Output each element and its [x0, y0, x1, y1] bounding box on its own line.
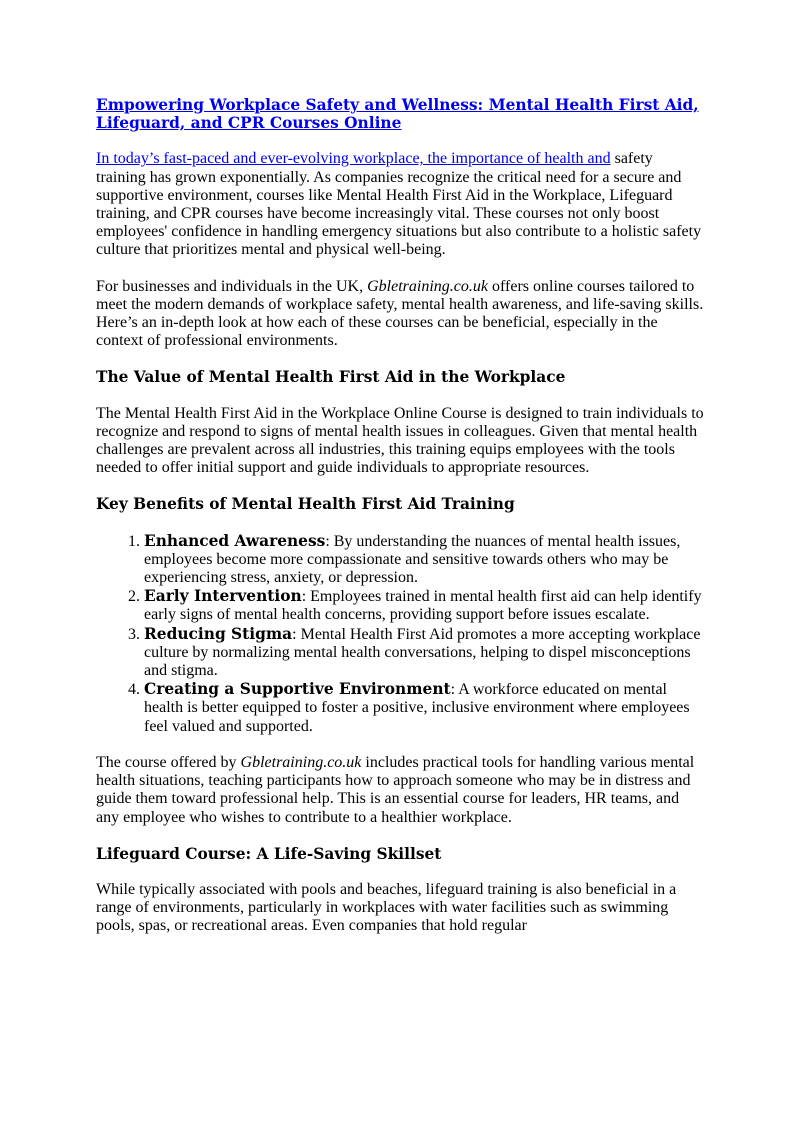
intro-link[interactable]: In today’s fast-paced and ever-evolving workplace, the importance of health and — [96, 150, 611, 168]
heading-lifeguard: Lifeguard Course: A Life-Saving Skillset — [96, 844, 442, 863]
lifeguard-paragraph: While typically associated with pools and beaches, lifeguard training is also beneficial in a range of environments, particularly in workplaces with water facilities such as swimming pools, spas, or recreational areas. Even companies that hold regular — [96, 880, 677, 935]
heading-key-benefits: Key Benefits of Mental Health First Aid Training — [96, 495, 515, 514]
benefits-list — [96, 532, 704, 736]
benefit-text: : By understanding the nuances of mental health issues, employees become more compassionate and sensitive towards others who may be experiencing stress, anxiety, or depression. — [144, 532, 681, 587]
list-item — [144, 532, 704, 588]
benefit-text: : Employees trained in mental health first aid can help identify early signs of mental health concerns, providing support before issues escalate. — [144, 588, 702, 624]
article-title-link[interactable] — [96, 96, 699, 132]
benefit-term: Creating a Supportive Environment — [144, 680, 451, 699]
document-page — [96, 96, 704, 936]
intro-paragraph — [96, 150, 704, 259]
benefit-term: Early Intervention — [144, 587, 302, 606]
article-title — [96, 96, 704, 132]
para2-before: For businesses and individuals in the UK, — [96, 277, 368, 295]
mhfa-paragraph: The Mental Health First Aid in the Workplace Online Course is designed to train individuals to recognize and respond to signs of mental health issues in colleagues. Given that mental health challenges are prevalent across all industries, this training equips employees with the tools needed to offer initial support and guide individuals to appropriate resources. — [96, 404, 704, 477]
course-before: The course offered by — [96, 753, 241, 771]
list-item — [144, 680, 704, 736]
benefit-term: Reducing Stigma — [144, 624, 293, 643]
title-line-2: Lifeguard, and CPR Courses Online — [96, 114, 402, 133]
benefit-text: : Mental Health First Aid promotes a more accepting workplace culture by normalizing mental health conversations, helping to dispel misconceptions and stigma. — [144, 625, 701, 680]
gbletraining-paragraph — [96, 278, 704, 351]
heading-mhfa-value: The Value of Mental Health First Aid in the Workplace — [96, 368, 566, 387]
title-line-1: Empowering Workplace Safety and Wellness: Mental Health First Aid, — [96, 96, 699, 114]
benefit-term: Enhanced Awareness — [144, 531, 326, 550]
intro-rest: safety training has grown exponentially. As companies recognize the critical need for a secure and supportive environment, courses like Mental Health First Aid in the Workplace, Lifeguard training, and CPR courses have become increasingly vital. These courses not only boost employees' confidence in handling emergency situations but also contribute to a holistic safety culture that prioritizes mental and physical well-being. — [96, 150, 702, 259]
list-item — [144, 625, 704, 681]
benefit-text: : A workforce educated on mental health is better equipped to foster a positive, inclusive environment where employees feel valued and supported. — [144, 681, 690, 735]
course-after: includes practical tools for handling various mental health situations, teaching participants how to approach someone who may be in distress and guide them toward professional help. This is an essential course for leaders, HR teams, and any employee who wishes to contribute to a healthier workplace. — [96, 753, 695, 826]
brand-name: Gbletraining.co.uk — [367, 277, 488, 295]
course-paragraph — [96, 754, 704, 827]
brand-name: Gbletraining.co.uk — [240, 753, 362, 771]
list-item — [144, 587, 704, 624]
para2-after: offers online courses tailored to meet the modern demands of workplace safety, mental health awareness, and life-saving skills. Here’s an in-depth look at how each of these courses can be beneficial, especially in the context of professional environments. — [96, 277, 704, 350]
